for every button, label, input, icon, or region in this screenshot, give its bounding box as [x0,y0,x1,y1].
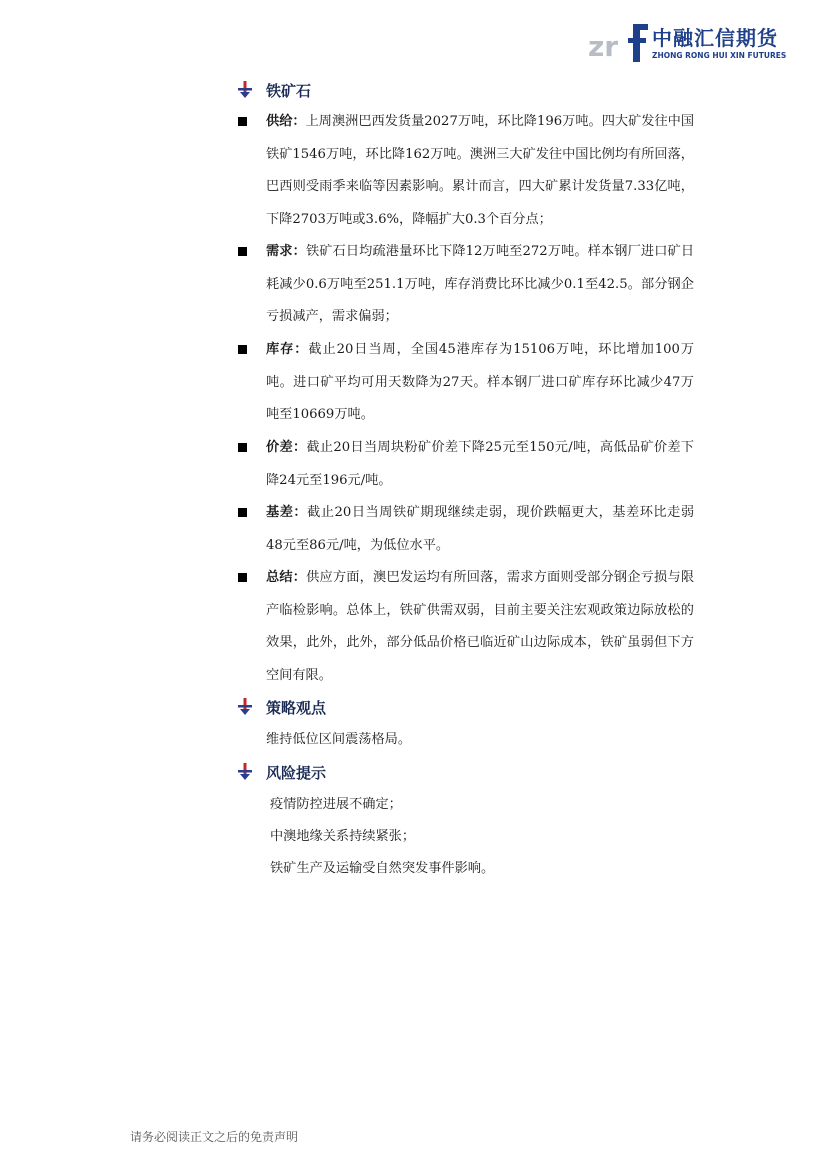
down-arrow-bullet-icon [238,81,252,99]
list-item-spread [238,432,694,497]
item-label: 总结： [266,570,307,585]
item-label: 价差： [266,440,307,455]
list-item-inventory [238,334,694,432]
list-item-summary [238,562,694,692]
item-label: 需求： [266,244,306,259]
list-item-basis [238,497,694,562]
section-strategy [238,695,326,719]
item-text: 截止20日当周块粉矿价差下降25元至150元/吨，高低品矿价差下降24元至196元/吨。 [266,440,694,488]
section-title: 铁矿石 [266,81,312,100]
item-text: 上周澳洲巴西发货量2027万吨，环比降196万吨。四大矿发往中国铁矿1546万吨，环比降162万吨。澳洲三大矿发往中国比例均有所回落，巴西则受雨季来临等因素影响。累计而言，四大矿累计发货量7.33亿吨，下降2703万吨或3.6%，降幅扩大0.3个百分点； [266,114,695,227]
square-bullet-icon [238,247,247,256]
strategy-text: 维持低位区间震荡格局。 [266,732,412,747]
item-label: 基差： [266,505,308,520]
item-label: 供给： [266,114,306,129]
logo-chinese-name: 中融汇信期货 [652,26,778,50]
item-label: 库存： [266,342,309,357]
section-title: 策略观点 [266,698,327,717]
list-item-supply [238,106,694,236]
svg-text:zr: zr [588,30,619,63]
list-item-demand [238,236,694,334]
square-bullet-icon [238,508,247,517]
item-text: 截止20日当周，全国45港库存为15106万吨，环比增加100万吨。进口矿平均可用天数降为27天。样本钢厂进口矿库存环比减少47万吨至10669万吨。 [266,342,695,422]
risk-item: 铁矿生产及运输受自然突发事件影响。 [270,861,495,876]
logo-english-name: ZHONG RONG HUI XIN FUTURES [652,51,787,60]
disclaimer-footer: 请务必阅读正文之后的免责声明 [130,1130,299,1144]
section-risk [238,760,326,784]
zrf-logo-mark-icon [588,20,650,64]
risk-item: 疫情防控进展不确定； [270,797,402,812]
square-bullet-icon [238,443,247,452]
item-text: 截止20日当周铁矿期现继续走弱，现价跌幅更大，基差环比走弱48元至86元/吨，为低位水平。 [266,505,694,553]
square-bullet-icon [238,573,247,582]
square-bullet-icon [238,345,247,354]
square-bullet-icon [238,117,247,126]
section-title: 风险提示 [266,763,327,782]
down-arrow-bullet-icon [238,763,252,781]
down-arrow-bullet-icon [238,698,252,716]
item-text: 铁矿石日均疏港量环比下降12万吨至272万吨。样本钢厂进口矿日耗减少0.6万吨至251.1万吨，库存消费比环比减少0.1至42.5。部分钢企亏损减产，需求偏弱； [266,244,695,324]
section-iron-ore [238,78,311,102]
company-logo [588,20,787,64]
risk-item: 中澳地缘关系持续紧张； [270,829,416,844]
item-text: 供应方面，澳巴发运均有所回落，需求方面则受部分钢企亏损与限产临检影响。总体上，铁矿供需双弱，目前主要关注宏观政策边际放松的效果，此外，此外，部分低品价格已临近矿山边际成本，铁矿虽弱但下方空间有限。 [266,570,695,683]
